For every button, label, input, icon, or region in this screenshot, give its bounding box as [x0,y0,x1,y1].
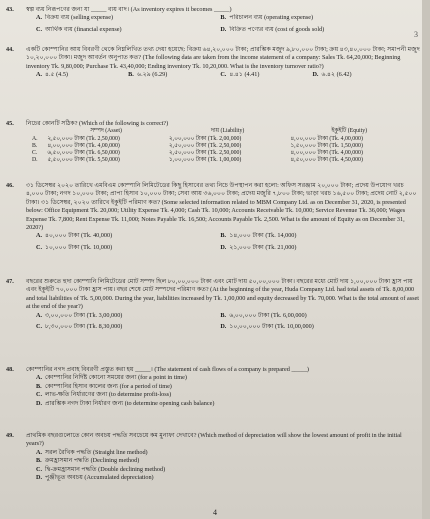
option-d[interactable]: D. পুঞ্জীভূত অবচয় (Accumulated depreciation) [36,474,154,482]
option-c[interactable]: C. ৪.৪১ (4.41) [220,71,260,79]
table-header [30,128,410,135]
option-c[interactable]: C. আর্থিক ব্যয় (financial expense) [36,26,122,34]
option-c[interactable]: C. ৬,৫০,০০০ টাকা (Tk. 6,50,000) ২,৫০,০০০ টাকা (Tk. 2,50,000) ৪,০০,০০০ টাকা (Tk. 4,00,000) [32,150,363,157]
question-text: নিচের কোনটি সঠিক? (Which of the following is correct?) [26,120,169,127]
option-b[interactable]: B. ৪,০০,০০০ টাকা (Tk. 4,00,000) ২,৫০,০০০ টাকা (Tk. 2,50,000) ১,৫০,০০০ টাকা (Tk. 1,50,000) [32,142,363,149]
question-text: কোম্পানির নগদ প্রবাহ বিবরণী প্রস্তুত করা হয় _____। (The statement of cash flows of a company is prepared _____) [26,366,309,373]
option-b[interactable]: B. ৬,০০,০০০ টাকা (Tk. 6,00,000) [220,311,307,319]
options [36,374,420,408]
option-a[interactable]: A. সরল রৈখিক পদ্ধতি (Straight line method) [36,448,148,456]
options [36,312,420,336]
question-text: একটি কোম্পানির আয় বিবরণী থেকে নিম্নলিখিত তথ্য দেয়া হয়েছে: বিক্রয় ৬৪,২০,০০০ টাকা; প্রারম্ভিক মজুদ ৯,৮০,০০০ টাকা; ক্রয় ৪৩,৪০,০০০ টাকা; সমাপনী মজুদ ১০,২০,০০০ টাকা। মজুদ আবর্তন অনুপাত কত? (The following data are taken from the income statement of a company: Sales Tk. 64,20,000; Beginning inventory Tk. 9,80,000; Purchase Tk. 43,40,000; Ending inventory Tk. 10,20,000. What is the inventory turnover ratio?) [26,46,420,70]
question-number: 46. [6,182,14,189]
question-number: 47. [6,278,14,285]
option-a[interactable]: A. বিক্রয় ব্যয় (selling expense) [36,14,114,22]
option-d[interactable]: D. ১০,০০,০০০ টাকা (Tk. 10,00,000) [220,323,314,331]
options [36,14,420,38]
options [36,71,420,83]
question-number: 43. [6,6,14,13]
option-a[interactable]: A. কোম্পানির নির্দিষ্ট কোনো সময়ের জন্য (for a point in time) [36,374,187,382]
question-text: ৩১ ডিসেম্বর ২০২০ তারিখে এমবিএম কোম্পানি লিমিটেডের কিছু হিসাবের তথ্য নিচে উপস্থাপন করা হলো: অফিস সরঞ্জাম ২০,০০০ টাকা; প্রদেয় উপযোগ খরচ ৪,০০০ টাকা; নগদ ১০,০০০ টাকা; প্রাপ্য হিসাব ১০,০০০ টাকা; সেবা আয় ৩৬,০০০ টাকা; প্রদেয় মজুরি ৭,৮০০ টাকা; ভাড়া খরচ ১৬,৫০০ টাকা; প্রদেয় নোট ২,৫০০ টাকা। ৩১ ডিসেম্বর, ২০২০ তারিখে ইকুইটি পরিমাণ কত? (Some selected information related to MBM Company Ltd. as on December 31, 2020, is presented below: Office Equipment Tk. 20,000; Utility Expense Tk. 4,000; Cash Tk. 10,000; Accounts Receivable Tk. 10,000; Service Revenue Tk. 36,000; Wages Expense Tk. 7,800; Rent Expense Tk. 11,000; Notes Payable Tk. 16,500; Accounts Payable Tk. 2,500. What is the amount of Equity as on December 31, 2020?) [26,182,417,232]
question-text: প্রাথমিক বছরগুলোতে কোন অবচয় পদ্ধতি সবচেয়ে কম মুনাফা দেখাবে? (Which method of depreciation will show the lowest amount of profit in the initial years?) [26,432,402,448]
question-48 [6,366,420,408]
question-number: 45. [6,120,14,127]
option-b[interactable]: B. কোম্পানির হিসাব কালের জন্য (for a period of time) [36,382,172,390]
page-number: 4 [213,508,217,517]
option-d[interactable]: D. প্রারম্ভিক নগদ টাকা নির্ধারণ জন্য (to determine opening cash balance) [36,399,215,407]
option-b[interactable]: B. ১৪,০০০ টাকা (Tk. 14,000) [220,232,297,240]
margin-mark: 3 [414,30,418,39]
options [36,232,420,256]
option-c[interactable]: C. দ্বি-ক্রমহ্রাসমান পদ্ধতি (Double declining method) [36,465,166,473]
option-a[interactable]: A. ৪০,০০০ টাকা (Tk. 40,000) [36,232,113,240]
option-d[interactable]: D. ৬.৪২ (6.42) [312,71,352,79]
option-a[interactable]: A. ২,৫০,০০০ টাকা (Tk. 2,50,000) ২,০০,০০০ টাকা (Tk. 2,00,000) ৪,০০,০০০ টাকা (Tk. 4,00,000) [32,135,363,142]
option-b[interactable]: B. ক্রমহ্রাসমান পদ্ধতি (Declining method) [36,457,140,465]
question-text: স্বল্প ব্যয় নিরূপণের জন্য যা _____ ব্যয় বাদ। (As inventory expires it becomes _____) [26,6,232,13]
options [36,449,420,483]
question-number: 44. [6,46,14,53]
option-c[interactable]: C. ৮,৩০,০০০ টাকা (Tk. 8,30,000) [36,323,123,331]
question-45 [6,120,420,164]
question-number: 48. [6,366,14,373]
question-46 [6,182,420,256]
options-table [30,128,410,164]
option-b[interactable]: B. পরিচালন ব্যয় (operating expense) [220,14,314,22]
question-text: বছরের শুরুতে হুদা কোম্পানি লিমিটেডের মোট সম্পদ ছিল ৮০,০০,০০০ টাকা এবং মোট দায় ৫০,০০,০০০ টাকা। বছরের মধ্যে মোট দায় ১,০০,০০০ টাকা হ্রাস পায় এবং ইকুইটি ৭০,০০০ টাকা হ্রাস পায়। বছর শেষে মোট সম্পদের পরিমাণ কত? (At the beginning of the year, Huda Company Ltd. had total assets of Tk. 8,00,000 and total liabilities of Tk. 5,00,000. During the year, liabilities increased by Tk. 1,00,000 and equity decreased by Tk. 70,000. What is the total amount of asset at the end of the year?) [26,278,419,311]
question-number: 49. [6,432,14,439]
question-44 [6,46,420,83]
column-header-equity: ইকুইটি (Equity) [331,128,368,135]
option-c[interactable]: C. লাভ-ক্ষতি নির্ধারণের জন্য (to determine profit-loss) [36,391,172,399]
option-a[interactable]: A. ৩,০০,০০০ টাকা (Tk. 3,00,000) [36,311,123,319]
option-d[interactable]: D. ৫,৫০,০০০ টাকা (Tk. 5,50,000) ১,০০,০০০ টাকা (Tk. 1,00,000) ৪,৫০,০০০ টাকা (Tk. 4,50,000) [32,157,363,164]
option-c[interactable]: C. ১০,০০০ টাকা (Tk. 10,000) [36,244,113,252]
question-47 [6,278,420,335]
option-a[interactable]: A. ৪.৫ (4.5) [36,71,68,79]
column-header-asset: সম্পদ (Asset) [90,128,122,135]
option-d[interactable]: D. ২১,০০০ টাকা (Tk. 21,000) [220,244,297,252]
question-49 [6,432,420,482]
column-header-liability: দায় (Liability) [210,128,245,135]
question-43 [6,6,420,38]
option-d[interactable]: D. বিক্রিত পণ্যের ব্যয় (cost of goods sold) [220,26,325,34]
page-edge [422,0,430,519]
option-b[interactable]: B. ৬.২৯ (6.29) [128,71,168,79]
